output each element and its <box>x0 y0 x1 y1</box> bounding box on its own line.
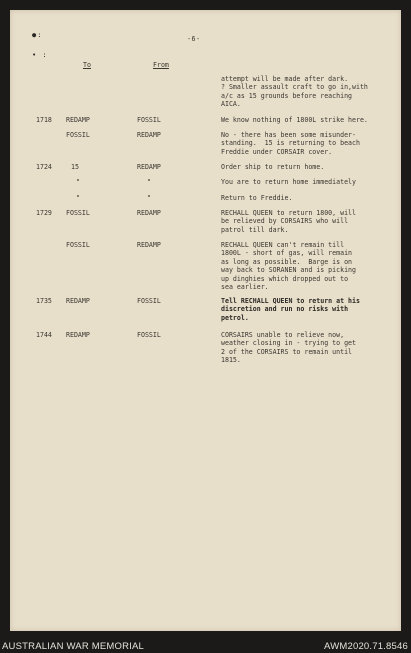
entry-message: We know nothing of 1800L strike here. <box>221 116 368 124</box>
punch-hole-mark: ●: <box>32 31 43 39</box>
entry-from: REDAMP <box>137 163 161 171</box>
document-page <box>10 10 401 631</box>
entry-message: RECHALL QUEEN to return 1800, will be relieved by CORSAIRS who will patrol till dark. <box>221 209 356 234</box>
entry-time: 1724 <box>36 163 52 171</box>
entry-from: FOSSIL <box>137 331 161 339</box>
footer-institution: AUSTRALIAN WAR MEMORIAL <box>2 641 145 652</box>
entry-from: REDAMP <box>137 131 161 139</box>
entry-message: Return to Freddie. <box>221 194 293 202</box>
entry-to: REDAMP <box>66 331 90 339</box>
entry-from: " <box>147 178 151 186</box>
entry-time: 1729 <box>36 209 52 217</box>
footer-accession-number: AWM2020.71.8546 <box>324 641 408 652</box>
entry-message: Tell RECHALL QUEEN to return at his discretion and run no risks with petrol. <box>221 297 360 322</box>
entry-to: " <box>76 194 80 202</box>
entry-to: " <box>76 178 80 186</box>
entry-from: FOSSIL <box>137 297 161 305</box>
entry-to: REDAMP <box>66 297 90 305</box>
entry-to: FOSSIL <box>66 131 90 139</box>
punch-hole-mark: • : <box>32 51 48 59</box>
entry-to: FOSSIL <box>66 241 90 249</box>
entry-time: 1718 <box>36 116 52 124</box>
entry-message: No - there has been some misunder- standing. 15 is returning to beach Freddie under CORSAIR cover. <box>221 131 360 156</box>
entry-to: REDAMP <box>66 116 90 124</box>
entry-from: FOSSIL <box>137 116 161 124</box>
entry-message: RECHALL QUEEN can't remain till 1800L - short of gas, will remain as long as possible. Barge is on way back to SORANEN and is picking up dinghies which dropped out to sea earlier. <box>221 241 356 292</box>
page-number: -6- <box>187 35 201 43</box>
entry-from: REDAMP <box>137 241 161 249</box>
column-header-to: To <box>83 61 91 69</box>
entry-to: FOSSIL <box>66 209 90 217</box>
entry-time: 1744 <box>36 331 52 339</box>
entry-message: Order ship to return home. <box>221 163 325 171</box>
entry-message: CORSAIRS unable to relieve now, weather closing in - trying to get 2 of the CORSAIRS to remain until 1815. <box>221 331 356 365</box>
entry-message: You are to return home immediately <box>221 178 356 186</box>
entry-from: " <box>147 194 151 202</box>
entry-from: REDAMP <box>137 209 161 217</box>
entry-time: 1735 <box>36 297 52 305</box>
entry-to: 15 <box>71 163 79 171</box>
column-header-from: From <box>153 61 169 69</box>
entry-message: attempt will be made after dark. ? Smaller assault craft to go in,with a/c as 15 grounds before reaching AICA. <box>221 75 368 109</box>
